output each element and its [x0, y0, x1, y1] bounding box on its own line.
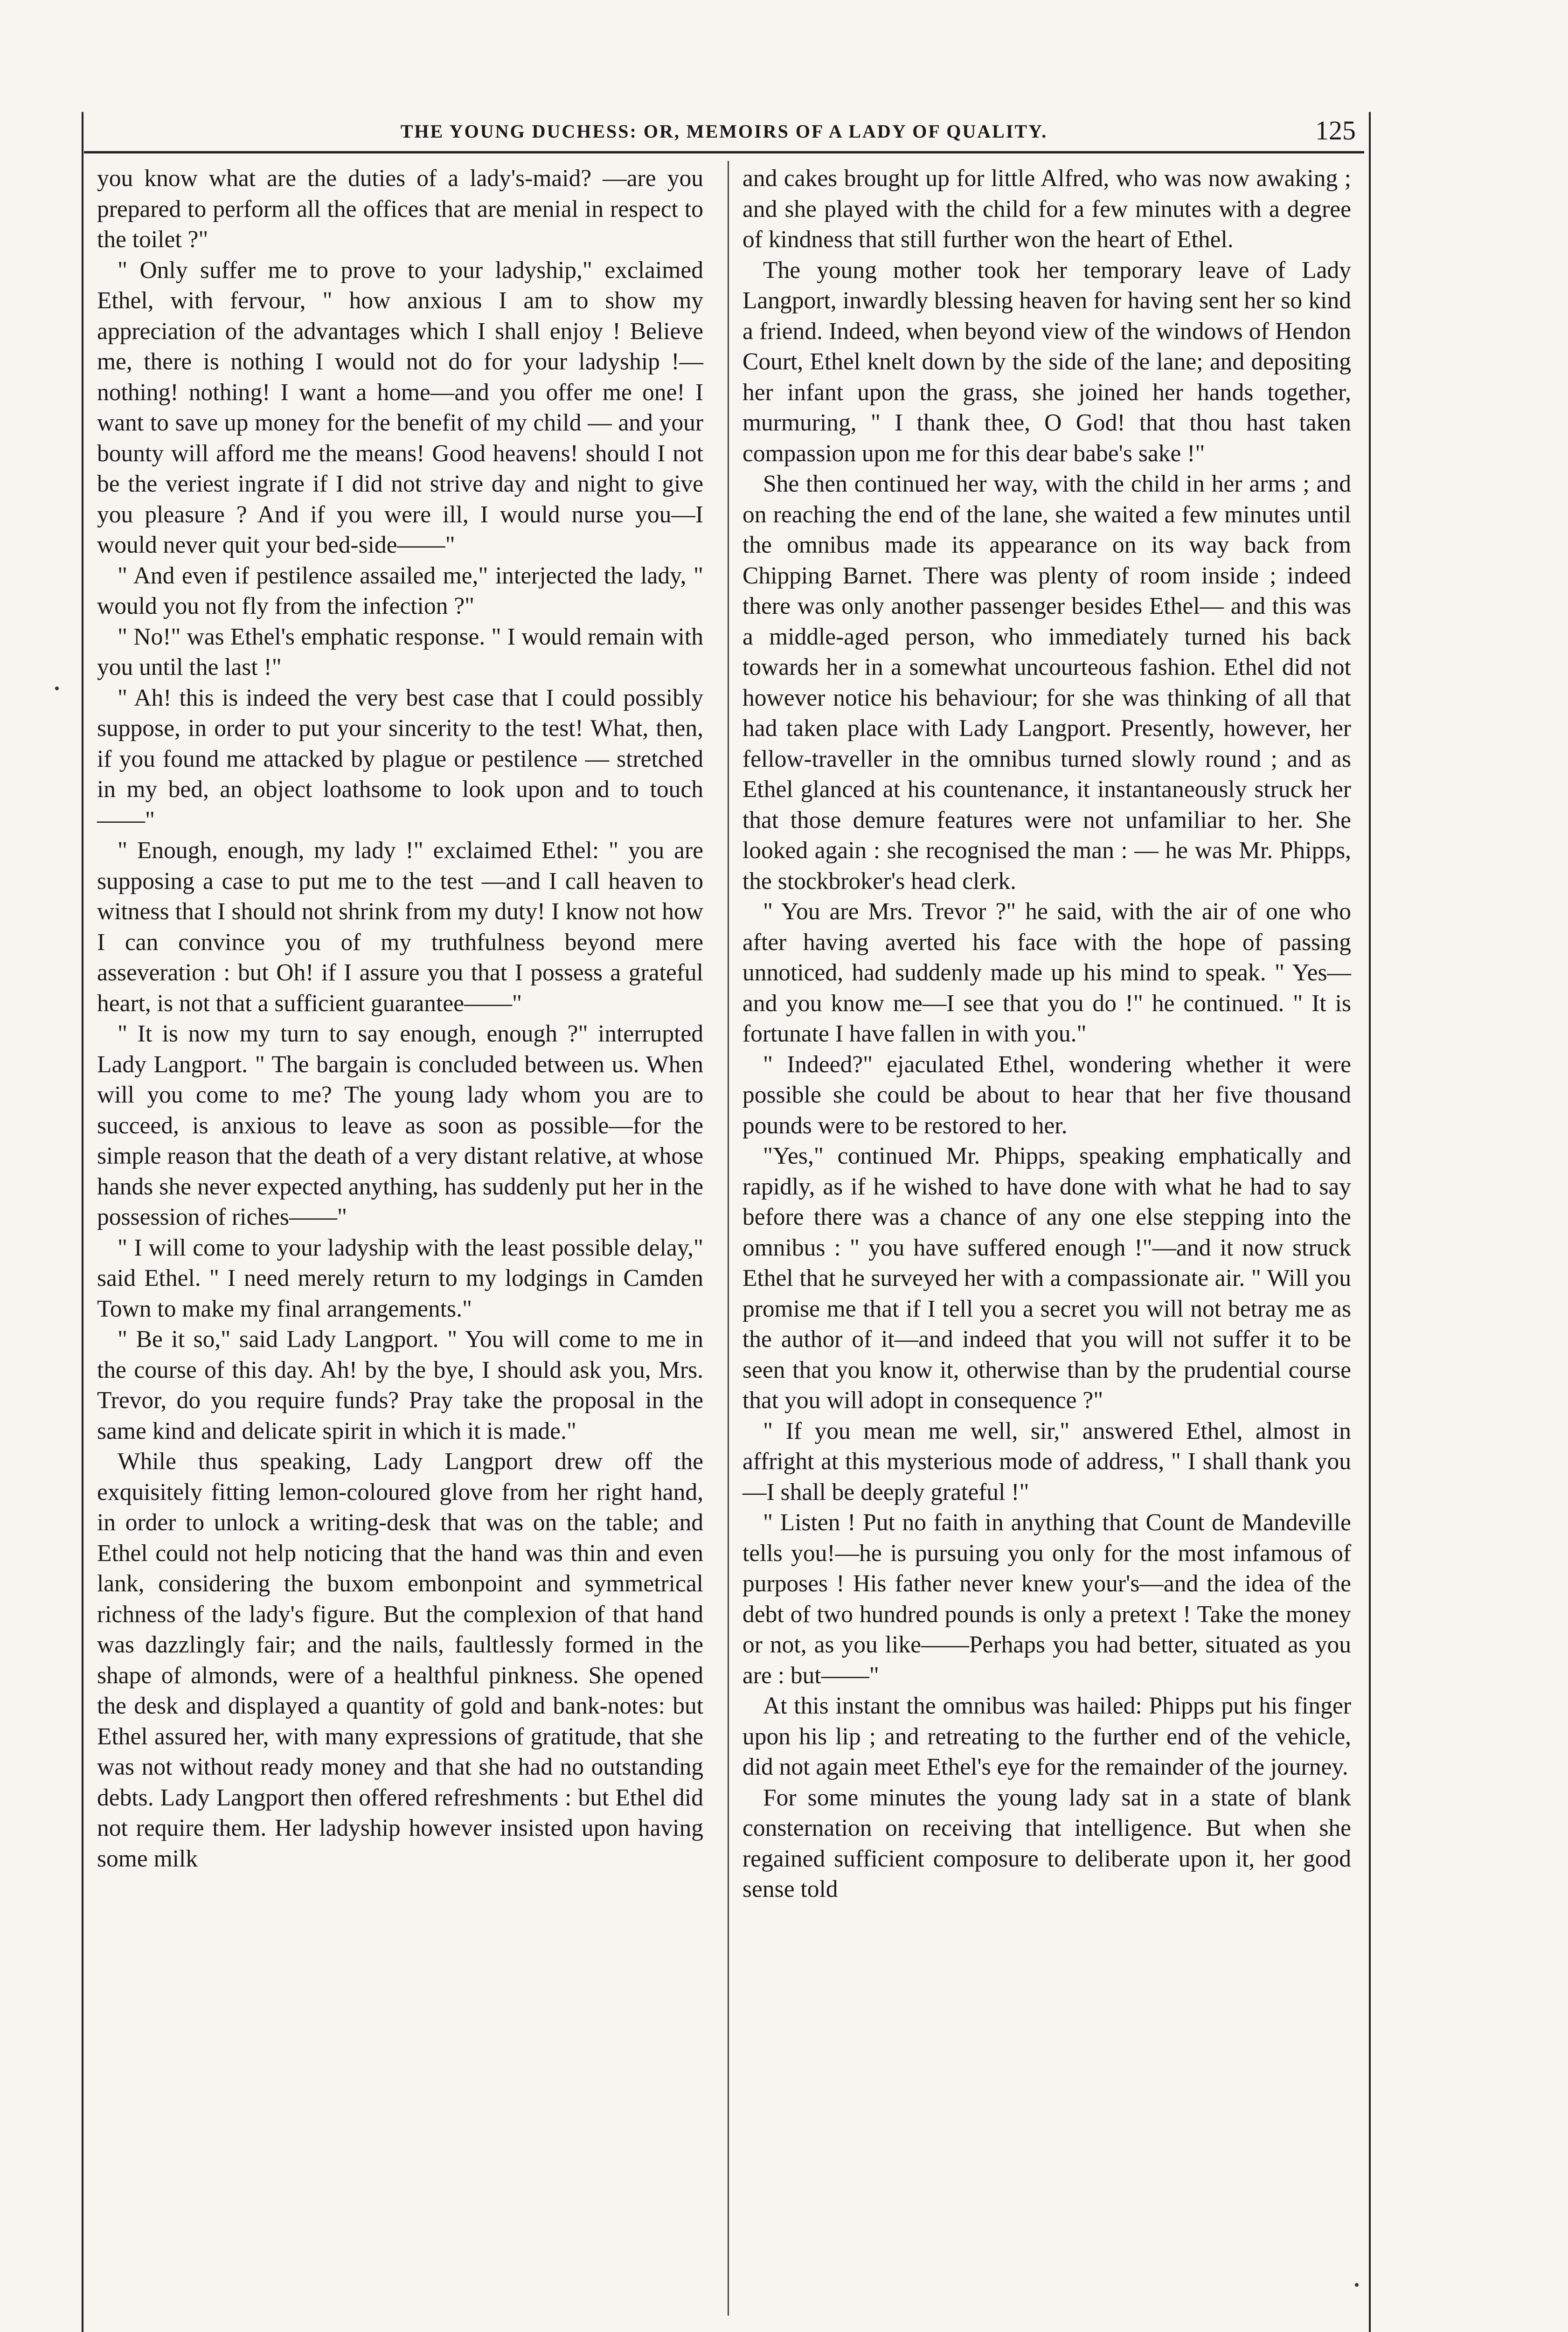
running-header — [84, 106, 1364, 153]
paragraph: " Only suffer me to prove to your ladyship," exclaimed Ethel, with fervour, " how anxious I am to show my appreciation of the advantages which I shall enjoy ! Believe me, there is nothing I would not do for your ladyship !— nothing! nothing! I want a home—and you offer me one! I want to save up money for the benefit of my child — and your bounty will afford me the means! Good heavens! should I not be the veriest ingrate if I did not strive day and night to give you pleasure ? And if you were ill, I would nurse you—I would never quit your bed-side——" — [97, 257, 703, 558]
paragraph: "Yes," continued Mr. Phipps, speaking emphatically and rapidly, as if he wished to have done with what he had to say before there was a chance of any one else stepping into the omnibus : " you have suffered enough !"—and it now struck Ethel that he surveyed her with a compassionate air. " Will you promise me that if I tell you a secret you will not betray me as the author of it—and indeed that you will not suffer it to be seen that you know it, otherwise than by the prudential course that you will adopt in consequence ?" — [742, 1143, 1351, 1414]
paragraph: " It is now my turn to say enough, enough ?" interrupted Lady Langport. " The bargain is concluded between us. When will you come to me? The young lady whom you are to succeed, is anxious to leave as soon as possible—for the simple reason that the death of a very distant relative, at whose hands she never expected anything, has suddenly put her in the possession of riches——" — [97, 1020, 703, 1230]
paragraph: The young mother took her temporary leave of Lady Langport, inwardly blessing heaven for having sent her so kind a friend. Indeed, when beyond view of the windows of Hendon Court, Ethel knelt down by the side of the lane; and depositing her infant upon the grass, she joined her hands together, murmuring, " I thank thee, O God! that thou hast taken compassion upon me for this dear babe's sake !" — [742, 257, 1351, 467]
paragraph: At this instant the omnibus was hailed: Phipps put his finger upon his lip ; and retreating to the further end of the vehicle, did not again meet Ethel's eye for the remainder of the journey. — [742, 1693, 1351, 1780]
paragraph: " You are Mrs. Trevor ?" he said, with the air of one who after having averted his face with the hope of passing unnoticed, had suddenly made up his mind to speak. " Yes—and you know me—I see that you do !" he continued. " It is fortunate I have fallen in with you." — [742, 898, 1351, 1047]
paragraph: " I will come to your ladyship with the least possible delay," said Ethel. " I need merely return to my lodgings in Camden Town to make my final arrangements." — [97, 1234, 703, 1322]
paragraph: " Indeed?" ejaculated Ethel, wondering whether it were possible she could be about to hear that her five thousand pounds were to be restored to her. — [742, 1051, 1351, 1139]
paragraph: you know what are the duties of a lady's-maid? —are you prepared to perform all the offices that are menial in respect to the toilet ?" — [97, 165, 703, 253]
header-title: THE YOUNG DUCHESS: OR, MEMOIRS OF A LADY OF QUALITY. — [400, 121, 1048, 142]
paragraph: " If you mean me well, sir," answered Ethel, almost in affright at this mysterious mode of address, " I shall thank you—I shall be deeply grateful !" — [742, 1417, 1351, 1506]
paragraph: and cakes brought up for little Alfred, who was now awaking ; and she played with the child for a few minutes with a degree of kindness that still further won the heart of Ethel. — [742, 165, 1351, 253]
paragraph: She then continued her way, with the child in her arms ; and on reaching the end of the lane, she waited a few minutes until the omnibus made its appearance on its way back from Chipping Barnet. There was plenty of room inside ; indeed there was only another passenger besides Ethel— and this was a middle-aged person, who immediately turned his back towards her in a somewhat uncourteous fashion. Ethel did not however notice his behaviour; for she was thinking of all that had taken place with Lady Langport. Presently, however, her fellow-traveller in the omnibus turned slowly round ; and as Ethel glanced at his countenance, it instantaneously struck her that those demure features were not unfamiliar to her. She looked again : she recognised the man : — he was Mr. Phipps, the stockbroker's head clerk. — [742, 471, 1351, 895]
paragraph: For some minutes the young lady sat in a state of blank consternation on receiving that intelligence. But when she regained sufficient composure to deliberate upon it, her good sense told — [742, 1784, 1351, 1902]
paragraph: " No!" was Ethel's emphatic response. " I would remain with you until the last !" — [97, 623, 703, 680]
page-number: 125 — [1315, 115, 1356, 146]
paragraph: " Ah! this is indeed the very best case that I could possibly suppose, in order to put your sincerity to the test! What, then, if you found me attacked by plague or pestilence — stretched in my bed, an object loathsome to look upon and to touch——" — [97, 684, 703, 833]
paragraph: " And even if pestilence assailed me," interjected the lady, " would you not fly from the infection ?" — [97, 562, 703, 619]
footer-dot — [1355, 2283, 1359, 2287]
paragraph: While thus speaking, Lady Langport drew off the exquisitely fitting lemon-coloured glove from her right hand, in order to unlock a writing-desk that was on the table; and Ethel could not help noticing that the hand was thin and even lank, considering the buxom embonpoint and symmetrical richness of the lady's figure. But the complexion of that hand was dazzlingly fair; and the nails, faultlessly formed in the shape of almonds, were of a healthful pinkness. She opened the desk and displayed a quantity of gold and bank-notes: but Ethel assured her, with many expressions of gratitude, that she was not without ready money and that she had no outstanding debts. Lady Langport then offered refreshments : but Ethel did not require them. Her ladyship however insisted upon having some milk — [97, 1448, 703, 1872]
paragraph: " Be it so," said Lady Langport. " You will come to me in the course of this day. Ah! by the bye, I should ask you, Mrs. Trevor, do you require funds? Pray take the proposal in the same kind and delicate spirit in which it is made." — [97, 1326, 703, 1444]
paragraph: " Listen ! Put no faith in anything that Count de Mandeville tells you!—he is pursuing you only for the most infamous of purposes ! His father never knew your's—and the idea of the debt of two hundred pounds is only a pretext ! Take the money or not, as you like——Perhaps you had better, situated as you are : but——" — [742, 1509, 1351, 1689]
left-column — [97, 163, 703, 1874]
paragraph: " Enough, enough, my lady !" exclaimed Ethel: " you are supposing a case to put me to the test —and I call heaven to witness that I should not shrink from my duty! I know not how I can convince you of my truthfulness beyond mere asseveration : but Oh! if I assure you that I possess a grateful heart, is not that a sufficient guarantee——" — [97, 837, 703, 1017]
margin-dot — [55, 687, 59, 690]
column-divider — [728, 161, 729, 2316]
right-column — [742, 163, 1351, 1905]
